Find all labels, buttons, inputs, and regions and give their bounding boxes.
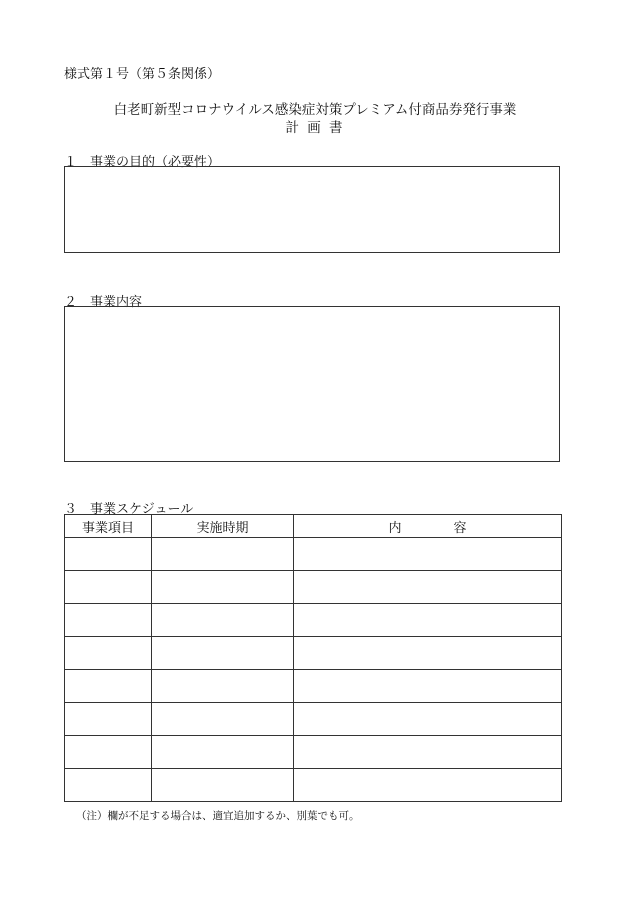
period-cell[interactable] xyxy=(152,571,294,604)
section-purpose-label: １ 事業の目的（必要性） xyxy=(64,155,221,170)
content-cell[interactable] xyxy=(294,538,562,571)
section-content-label: ２ 事業内容 xyxy=(64,295,143,310)
table-row xyxy=(65,736,562,769)
purpose-input-box[interactable] xyxy=(64,166,560,253)
item-cell[interactable] xyxy=(65,538,152,571)
schedule-header-row xyxy=(65,515,562,538)
column-header-item: 事業項目 xyxy=(65,515,152,538)
content-cell[interactable] xyxy=(294,736,562,769)
period-cell[interactable] xyxy=(152,769,294,802)
content-cell[interactable] xyxy=(294,670,562,703)
item-cell[interactable] xyxy=(65,703,152,736)
content-cell[interactable] xyxy=(294,571,562,604)
table-row xyxy=(65,637,562,670)
item-cell[interactable] xyxy=(65,769,152,802)
content-cell[interactable] xyxy=(294,637,562,670)
period-cell[interactable] xyxy=(152,703,294,736)
content-cell[interactable] xyxy=(294,703,562,736)
item-cell[interactable] xyxy=(65,736,152,769)
section-schedule-label: ３ 事業スケジュール xyxy=(64,502,194,517)
column-header-content: 内 容 xyxy=(294,515,562,538)
table-row xyxy=(65,769,562,802)
document-title: 白老町新型コロナウイルス感染症対策プレミアム付商品券発行事業 xyxy=(113,102,517,118)
table-row xyxy=(65,538,562,571)
content-cell[interactable] xyxy=(294,769,562,802)
item-cell[interactable] xyxy=(65,571,152,604)
item-cell[interactable] xyxy=(65,670,152,703)
content-cell[interactable] xyxy=(294,604,562,637)
table-row xyxy=(65,571,562,604)
content-input-box[interactable] xyxy=(64,306,560,462)
period-cell[interactable] xyxy=(152,736,294,769)
period-cell[interactable] xyxy=(152,538,294,571)
period-cell[interactable] xyxy=(152,604,294,637)
item-cell[interactable] xyxy=(65,604,152,637)
form-number: 様式第１号（第５条関係） xyxy=(64,67,221,82)
period-cell[interactable] xyxy=(152,637,294,670)
table-row xyxy=(65,703,562,736)
table-row xyxy=(65,604,562,637)
column-header-period: 実施時期 xyxy=(152,515,294,538)
table-row xyxy=(65,670,562,703)
item-cell[interactable] xyxy=(65,637,152,670)
period-cell[interactable] xyxy=(152,670,294,703)
footnote: （注）欄が不足する場合は、適宜追加するか、別葉でも可。 xyxy=(76,810,360,822)
document-subtitle: 計 画 書 xyxy=(285,120,345,136)
schedule-table xyxy=(64,514,562,802)
